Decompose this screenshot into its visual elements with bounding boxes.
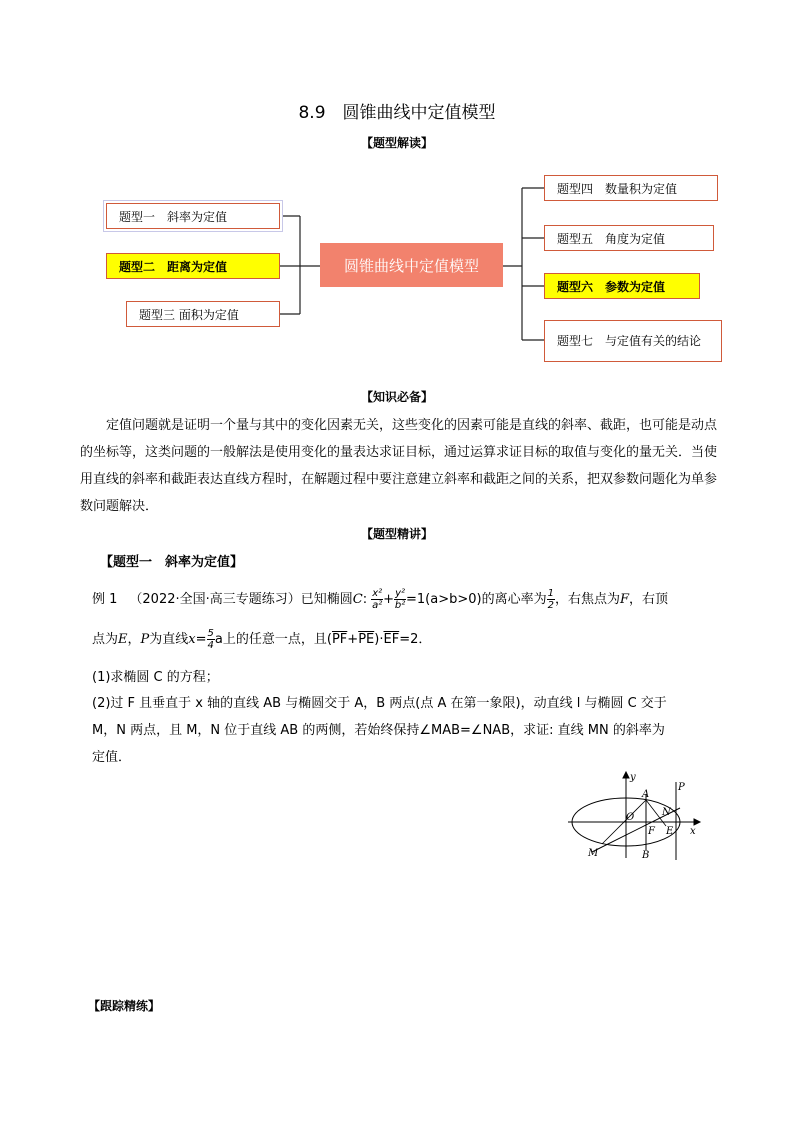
section-knowledge: 【知识必备】 [360, 390, 433, 404]
mindmap-node-type2: 题型二 距离为定值 [106, 253, 280, 279]
example-line2-b: ， [127, 632, 141, 647]
fig-label-e: E [666, 826, 674, 837]
mindmap-center: 圆锥曲线中定值模型 [320, 243, 503, 287]
focus-label: F [620, 592, 630, 607]
fig-label-a: A [642, 789, 650, 800]
ellipse-figure [562, 770, 702, 862]
y-squared-over-b-squared: $\frac{\text{y²}}{\text{b²}}$ [394, 588, 406, 611]
fig-label-o: O [626, 812, 635, 823]
example-line-2: 点为E，P为直线x= $\frac{5}{4}$ a上的任意一点，且$(\overline{PF}+\overline{PE})\cdot\overline{EF}=2$． [92, 628, 432, 651]
section-interpret: 【题型解读】 [360, 136, 433, 150]
y-axis-arrow-icon [623, 772, 629, 778]
example-line2-c: 为直线 [149, 632, 189, 647]
fig-label-x: x [690, 826, 696, 837]
question-2-line-1: (2)过 F 且垂直于 x 轴的直线 AB 与椭圆交于 A，B 两点(点 A 在第一象限)，动直线 l 与椭圆 C 交于 [92, 696, 667, 711]
fig-label-p: P [678, 782, 685, 793]
example-line2-e: =2． [399, 632, 432, 647]
example-line2-a: 点为 [92, 632, 119, 647]
knowledge-paragraph: 定值问题就是证明一个量与其中的变化因素无关，这些变化的因素可能是直线的斜率、截距，也可能是动点的坐标等，这类问题的一般解法是使用变化的量表达求证目标，通过运算求证目标的取值与变化的量无关．当使用直线的斜率和截距表达直线方程时，在解题过程中要注意建立斜率和截距之间的关系，把双参数问题化为单参数问题解决． [80, 418, 718, 514]
five-fourths: $\frac{5}{4}$ [207, 628, 214, 651]
question-1: (1)求椭圆 C 的方程； [92, 670, 219, 685]
section-lecture: 【题型精讲】 [360, 527, 433, 541]
vector-expression: $\overline{PF}+\overline{PE})\cdot\overline{EF}$ [331, 632, 400, 647]
example-source: （2022·全国·高三专题练习）已知椭圆 [129, 592, 353, 607]
mindmap-node-type5: 题型五 角度为定值 [544, 225, 714, 251]
vertex-label: E [118, 632, 128, 647]
eccentricity-one-half: $\frac{1}{2}$ [547, 588, 554, 611]
mindmap-node-type4: 题型四 数量积为定值 [544, 175, 718, 201]
question-2-line-3: 定值． [92, 750, 132, 765]
point-p-label: P [140, 632, 150, 647]
section-tracking: 【跟踪精练】 [88, 999, 161, 1013]
ellipse-name: C [352, 592, 363, 607]
mindmap-node-type1: 题型一 斜率为定值 [106, 203, 280, 229]
page-title: 8.9 圆锥曲线中定值模型 [298, 103, 496, 123]
question-2-line-2: M，N 两点，且 M，N 位于直线 AB 的两侧，若始终保持∠MAB=∠NAB，求证: 直线 MN 的斜率为 [92, 723, 665, 738]
fig-label-n: N [662, 807, 671, 818]
mindmap-node-type7: 题型七 与定值有关的结论 [544, 320, 722, 362]
example-line2-d: a上的任意一点，且( [214, 632, 332, 647]
example-line-1: 例 1 （2022·全国·高三专题练习）已知椭圆C: $\frac{\text{x²}}{\text{a²}}$ + $\frac{\text{y²}}{\text{b²}}$ =1(a>b>0)的离心率为 $\frac{1}{2}$ ，右焦点为F，右顶 [92, 588, 669, 611]
fig-label-f: F [648, 826, 655, 837]
x-squared-over-a-squared: $\frac{\text{x²}}{\text{a²}}$ [372, 588, 383, 611]
type1-heading: 【题型一 斜率为定值】 [100, 555, 244, 570]
fig-label-m: M [588, 848, 599, 859]
fig-label-y: y [630, 772, 636, 783]
x-axis-arrow-icon [694, 819, 700, 825]
example-after-ecc: ，右焦点为 [554, 592, 620, 607]
example-after-focus: ，右顶 [629, 592, 669, 607]
fig-label-b: B [642, 850, 650, 861]
example-label: 例 1 [92, 592, 118, 607]
ellipse-condition: =1(a>b>0)的离心率为 [406, 592, 547, 607]
mindmap-node-type3: 题型三 面积为定值 [126, 301, 280, 327]
mindmap-node-type6: 题型六 参数为定值 [544, 273, 700, 299]
